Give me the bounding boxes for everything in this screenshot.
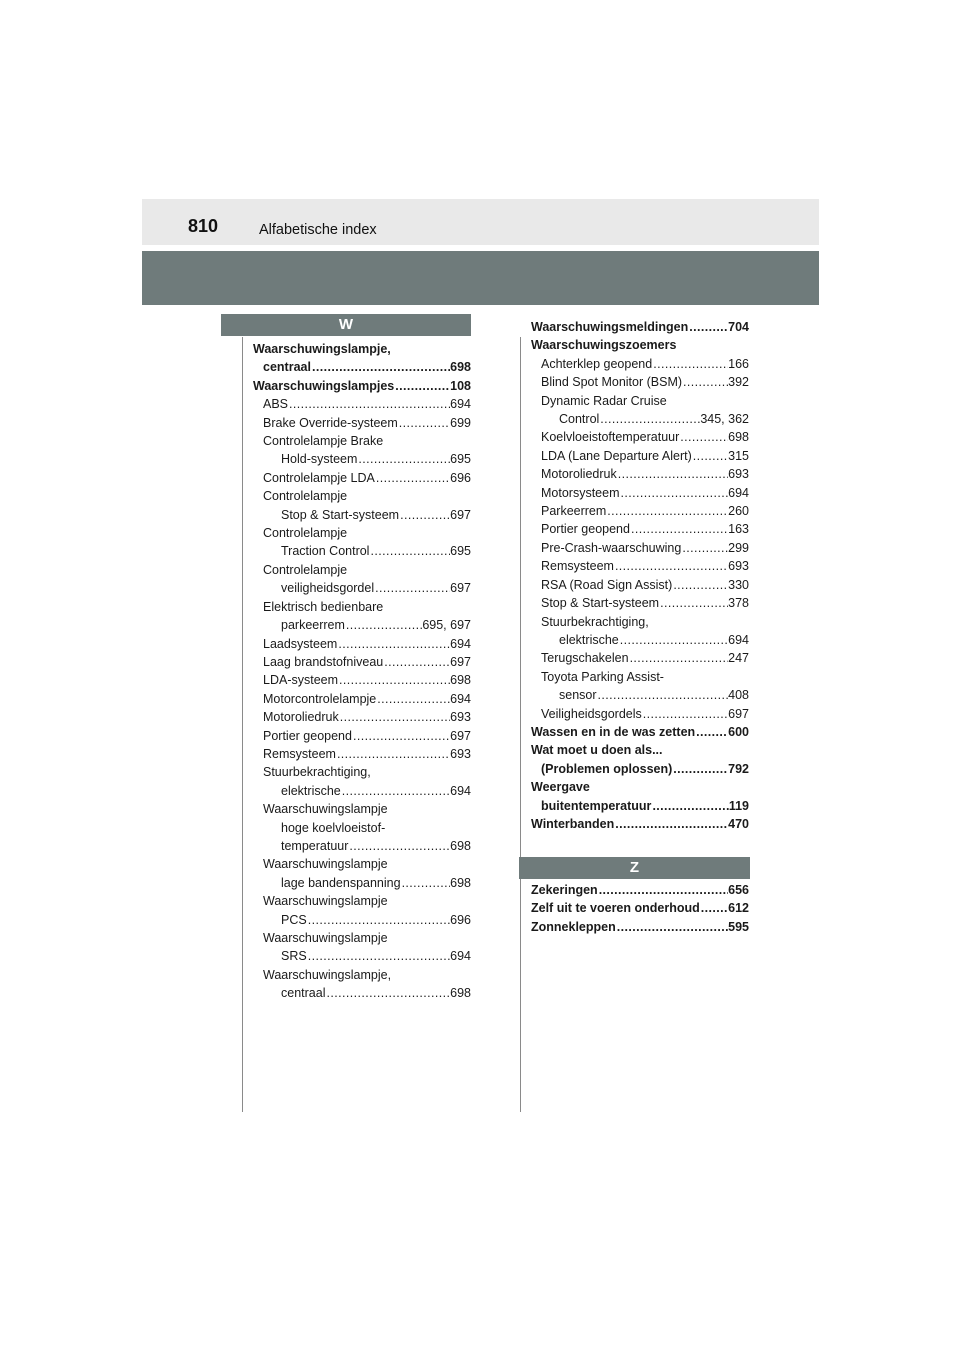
- entry-term: Remsysteem: [263, 746, 336, 761]
- index-entry-line: Toyota Parking Assist-: [541, 669, 664, 684]
- dot-leader: [679, 428, 728, 446]
- entry-term: Motorcontrolelampje: [263, 691, 377, 706]
- index-entry: [253, 377, 471, 395]
- column-rule-right: [520, 337, 521, 1112]
- entry-term: parkeerrem: [281, 618, 345, 633]
- dot-leader: [341, 782, 450, 800]
- entry-term: Blind Spot Monitor (BSM): [541, 375, 683, 390]
- entry-term: Waarschuwingsmeldingen: [531, 320, 689, 334]
- dot-leader: [629, 649, 729, 667]
- entry-page: 698: [450, 360, 471, 375]
- entry-term: Laadsysteem: [263, 636, 338, 651]
- entry-term: ABS: [263, 397, 289, 412]
- entry-term: Controlelampje LDA: [263, 470, 375, 485]
- dot-leader: [345, 616, 422, 634]
- index-entry: [253, 947, 471, 965]
- entry-page: 697: [450, 728, 471, 743]
- entry-page: 704: [728, 320, 749, 334]
- index-entry-line: Stuurbekrachtiging,: [263, 765, 371, 780]
- index-entry: [531, 649, 749, 667]
- entry-page: 694: [450, 397, 471, 412]
- entry-term: Motoroliedruk: [263, 710, 339, 725]
- index-entry-line: Waarschuwingslampje,: [263, 967, 392, 982]
- dot-leader: [614, 815, 728, 833]
- entry-term: Zelf uit te voeren onderhoud: [531, 901, 700, 916]
- dot-leader: [651, 797, 728, 815]
- entry-term: centraal: [281, 986, 326, 1001]
- entry-term: Koelvloeistoftemperatuur: [541, 430, 680, 445]
- index-entry: [253, 690, 471, 708]
- entry-term: Stop & Start-systeem: [541, 596, 660, 611]
- dot-leader: [695, 723, 728, 741]
- entry-page: 698: [450, 673, 471, 688]
- entry-page: 108: [450, 378, 471, 393]
- dot-leader: [336, 745, 450, 763]
- entry-page: 693: [450, 710, 471, 725]
- index-entry: [531, 576, 749, 594]
- index-entry: [253, 358, 471, 376]
- dot-leader: [672, 576, 728, 594]
- index-entry: [531, 373, 749, 391]
- entry-term: Control: [559, 412, 600, 427]
- dot-leader: [617, 465, 728, 483]
- letter-heading-w: W: [221, 314, 471, 336]
- dot-leader: [688, 318, 728, 336]
- entry-term: Winterbanden: [531, 816, 615, 831]
- index-entry: [531, 557, 749, 575]
- dot-leader: [599, 410, 700, 428]
- entry-term: elektrische: [559, 632, 619, 647]
- entry-page: 697: [450, 654, 471, 669]
- entry-term: Portier geopend: [263, 728, 352, 743]
- dot-leader: [369, 542, 450, 560]
- index-entry: [253, 653, 471, 671]
- entry-page: 694: [450, 691, 471, 706]
- index-entry: [253, 635, 471, 653]
- entry-term: Parkeerrem: [541, 504, 607, 519]
- entry-term: Terugschakelen: [541, 651, 629, 666]
- dot-leader: [288, 395, 450, 413]
- dot-leader: [311, 358, 450, 376]
- index-entry: [253, 616, 471, 634]
- entry-term: LDA (Lane Departure Alert): [541, 448, 692, 463]
- entry-page: 695, 697: [422, 618, 471, 633]
- index-entry: [253, 708, 471, 726]
- entry-page: 595: [728, 919, 749, 934]
- entry-term: LDA-systeem: [263, 673, 339, 688]
- header-band: [142, 199, 819, 245]
- entry-page: 260: [728, 504, 749, 519]
- index-entry: [253, 450, 471, 468]
- dot-leader: [620, 484, 729, 502]
- page-number: 810: [188, 216, 219, 236]
- entry-page: 408: [728, 688, 749, 703]
- index-entry: [531, 918, 749, 936]
- entry-page: 696: [450, 470, 471, 485]
- entry-term: centraal: [263, 360, 311, 375]
- index-entry: [253, 414, 471, 432]
- dot-leader: [598, 881, 728, 899]
- dot-leader: [348, 837, 450, 855]
- entry-term: Motoroliedruk: [541, 467, 617, 482]
- dot-leader: [383, 653, 450, 671]
- entry-term: buitentemperatuur: [541, 798, 652, 813]
- index-entry: [253, 727, 471, 745]
- index-entry-line: Waarschuwingslampje: [263, 857, 388, 872]
- entry-page: 315: [728, 448, 749, 463]
- entry-term: Portier geopend: [541, 522, 630, 537]
- entry-term: Remsysteem: [541, 559, 614, 574]
- entry-term: Hold-systeem: [281, 452, 358, 467]
- entry-page: 299: [728, 540, 749, 555]
- entry-page: 693: [728, 467, 749, 482]
- index-entry-line: Controlelampje: [263, 489, 348, 504]
- entry-page: 166: [728, 356, 749, 371]
- dot-leader: [642, 705, 728, 723]
- index-entry: [253, 911, 471, 929]
- entry-page: 698: [450, 986, 471, 1001]
- index-entry-line: Dynamic Radar Cruise: [541, 393, 667, 408]
- index-entry: [253, 874, 471, 892]
- entry-page: 698: [728, 430, 749, 445]
- entry-term: Waarschuwingslampjes: [253, 378, 395, 393]
- index-entry: [531, 355, 749, 373]
- entry-term: Motorsysteem: [541, 485, 620, 500]
- index-entry: [531, 484, 749, 502]
- entry-page: 330: [728, 577, 749, 592]
- entry-page: 694: [728, 485, 749, 500]
- index-entry-line: hoge koelvloeistof-: [281, 820, 386, 835]
- index-entry: [253, 469, 471, 487]
- entry-page: 392: [728, 375, 749, 390]
- entry-term: Pre-Crash-waarschuwing: [541, 540, 682, 555]
- index-entry-line: Elektrisch bedienbare: [263, 599, 384, 614]
- dot-leader: [394, 377, 450, 395]
- entry-term: elektrische: [281, 783, 341, 798]
- entry-page: 697: [450, 581, 471, 596]
- entry-page: 698: [450, 838, 471, 853]
- dot-leader: [374, 579, 450, 597]
- entry-term: RSA (Road Sign Assist): [541, 577, 673, 592]
- index-entry: [531, 520, 749, 538]
- entry-page: 694: [728, 632, 749, 647]
- entry-page: 695: [450, 544, 471, 559]
- column-rule-left: [242, 337, 243, 1112]
- entry-page: 163: [728, 522, 749, 537]
- index-entry-line: Waarschuwingslampje: [263, 931, 388, 945]
- entry-page: 697: [450, 507, 471, 522]
- entry-term: Zekeringen: [531, 883, 598, 897]
- index-entry: [253, 671, 471, 689]
- index-entry: [253, 506, 471, 524]
- entry-term: Traction Control: [281, 544, 370, 559]
- entry-page: 693: [450, 746, 471, 761]
- dot-leader: [619, 631, 728, 649]
- entry-term: Stop & Start-systeem: [281, 507, 400, 522]
- dot-leader: [700, 899, 728, 917]
- dot-leader: [398, 414, 450, 432]
- dot-leader: [606, 502, 728, 520]
- entry-term: SRS: [281, 949, 307, 964]
- dot-leader: [616, 918, 728, 936]
- entry-page: 693: [728, 559, 749, 574]
- entry-term: (Problemen oplossen): [541, 761, 673, 776]
- index-entry: [531, 318, 749, 336]
- entry-page: 119: [728, 798, 749, 813]
- dot-leader: [337, 635, 450, 653]
- dot-leader: [399, 506, 450, 524]
- dot-leader: [376, 690, 450, 708]
- index-entry: [253, 984, 471, 1002]
- dot-leader: [597, 686, 729, 704]
- index-entry: [531, 447, 749, 465]
- index-entry-line: Waarschuwingslampje: [263, 894, 388, 909]
- index-entry: [531, 502, 749, 520]
- entry-page: 697: [728, 706, 749, 721]
- index-entry: [531, 899, 749, 917]
- index-entry: [531, 428, 749, 446]
- index-entry: [253, 579, 471, 597]
- entry-page: 694: [450, 949, 471, 964]
- index-column-left: [253, 340, 471, 1003]
- index-entry: [253, 395, 471, 413]
- entry-term: temperatuur: [281, 838, 349, 853]
- entry-page: 696: [450, 912, 471, 927]
- dot-leader: [682, 373, 728, 391]
- entry-page: 656: [728, 883, 749, 897]
- letter-heading-z: Z: [519, 857, 750, 879]
- entry-page: 247: [728, 651, 749, 666]
- entry-term: PCS: [281, 912, 307, 927]
- index-column-z: [531, 881, 749, 936]
- entry-page: 698: [450, 875, 471, 890]
- dot-leader: [614, 557, 728, 575]
- dot-leader: [339, 708, 450, 726]
- entry-page: 600: [728, 724, 749, 739]
- index-entry: [531, 410, 749, 428]
- index-column-right: [531, 318, 749, 833]
- dot-leader: [630, 520, 728, 538]
- entry-term: Veiligheidsgordels: [541, 706, 642, 721]
- entry-term: veiligheidsgordel: [281, 581, 375, 596]
- index-entry-line: Wat moet u doen als...: [531, 743, 663, 758]
- index-entry-line: Controlelampje: [263, 562, 348, 577]
- dot-leader: [375, 469, 450, 487]
- dot-leader: [652, 355, 728, 373]
- entry-page: 612: [728, 901, 749, 916]
- index-entry: [253, 745, 471, 763]
- index-entry: [531, 539, 749, 557]
- dot-leader: [401, 874, 451, 892]
- index-entry-line: Waarschuwingslampje: [263, 802, 388, 817]
- chapter-band: [142, 251, 819, 305]
- entry-page: 694: [450, 636, 471, 651]
- dot-leader: [307, 911, 450, 929]
- index-entry: [531, 723, 749, 741]
- index-entry: [531, 815, 749, 833]
- dot-leader: [352, 727, 450, 745]
- entry-page: 345, 362: [700, 412, 749, 427]
- dot-leader: [338, 671, 450, 689]
- index-entry: [531, 465, 749, 483]
- entry-page: 695: [450, 452, 471, 467]
- index-entry-line: Weergave: [531, 780, 590, 795]
- index-entry-line: Controlelampje Brake: [263, 434, 384, 449]
- section-title: Alfabetische index: [259, 222, 377, 238]
- entry-term: Achterklep geopend: [541, 356, 653, 371]
- entry-page: 470: [728, 816, 749, 831]
- entry-page: 378: [728, 596, 749, 611]
- entry-term: Brake Override-systeem: [263, 415, 398, 430]
- index-entry: [531, 881, 749, 899]
- entry-term: Laag brandstofniveau: [263, 654, 384, 669]
- index-entry-line: Controlelampje: [263, 526, 348, 541]
- index-entry: [253, 782, 471, 800]
- index-entry: [531, 760, 749, 778]
- index-entry-line: Stuurbekrachtiging,: [541, 614, 649, 629]
- dot-leader: [681, 539, 728, 557]
- dot-leader: [325, 984, 450, 1002]
- index-entry: [531, 686, 749, 704]
- dot-leader: [692, 447, 728, 465]
- entry-term: Zonnekleppen: [531, 919, 616, 934]
- index-entry-line: Waarschuwingszoemers: [531, 338, 677, 353]
- index-entry-line: Waarschuwingslampje,: [253, 342, 391, 356]
- entry-page: 792: [728, 761, 749, 776]
- entry-page: 694: [450, 783, 471, 798]
- dot-leader: [307, 947, 450, 965]
- entry-page: 699: [450, 415, 471, 430]
- index-entry: [531, 797, 749, 815]
- dot-leader: [357, 450, 450, 468]
- index-entry: [531, 631, 749, 649]
- index-entry: [531, 594, 749, 612]
- dot-leader: [659, 594, 728, 612]
- dot-leader: [672, 760, 728, 778]
- entry-term: lage bandenspanning: [281, 875, 401, 890]
- entry-term: sensor: [559, 688, 597, 703]
- entry-term: Wassen en in de was zetten: [531, 724, 696, 739]
- index-entry: [253, 837, 471, 855]
- index-entry: [531, 705, 749, 723]
- index-entry: [253, 542, 471, 560]
